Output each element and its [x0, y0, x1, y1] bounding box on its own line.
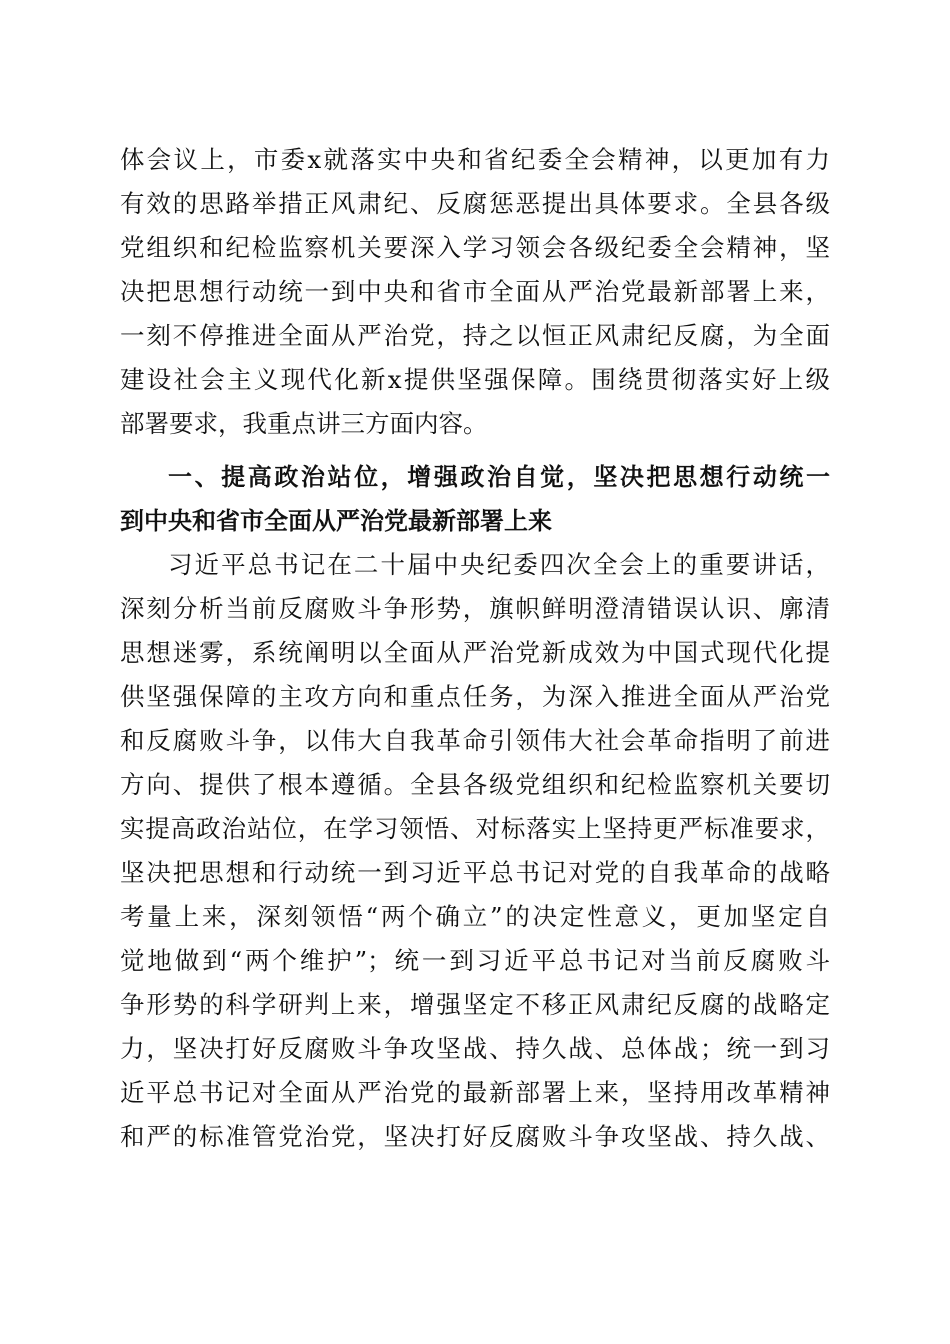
paragraph-line: 坚决把思想和行动统一到习近平总书记对党的自我革命的战略	[120, 858, 830, 887]
paragraph-line: 方向、提供了根本遵循。全县各级党组织和纪检监察机关要切	[120, 770, 830, 799]
paragraph-line: 实提高政治站位，在学习领悟、对标落实上坚持更严标准要求，	[120, 814, 830, 843]
paragraph-line: 思想迷雾，系统阐明以全面从严治党新成效为中国式现代化提	[120, 638, 830, 667]
paragraph-line: 一刻不停推进全面从严治党，持之以恒正风肃纪反腐，为全面	[120, 321, 830, 350]
paragraph-line: 近平总书记对全面从严治党的最新部署上来，坚持用改革精神	[120, 1078, 830, 1107]
paragraph-line: 争形势的科学研判上来，增强坚定不移正风肃纪反腐的战略定	[120, 990, 830, 1019]
paragraph-line: 力，坚决打好反腐败斗争攻坚战、持久战、总体战；统一到习	[120, 1034, 830, 1063]
section-heading-line: 到中央和省市全面从严治党最新部署上来	[120, 507, 552, 535]
paragraph-line: 决把思想行动统一到中央和省市全面从严治党最新部署上来，	[120, 277, 830, 306]
paragraph-line: 觉地做到“两个维护”；统一到习近平总书记对当前反腐败斗	[120, 946, 830, 975]
paragraph-line: 供坚强保障的主攻方向和重点任务，为深入推进全面从严治党	[120, 682, 830, 711]
paragraph-line: 党组织和纪检监察机关要深入学习领会各级纪委全会精神，坚	[120, 233, 830, 262]
paragraph-line: 考量上来，深刻领悟“两个确立”的决定性意义，更加坚定自	[120, 902, 830, 931]
paragraph-line: 深刻分析当前反腐败斗争形势，旗帜鲜明澄清错误认识、廓清	[120, 594, 830, 623]
section-heading-line: 一、提高政治站位，增强政治自觉，坚决把思想行动统一	[168, 463, 830, 491]
paragraph-line: 部署要求，我重点讲三方面内容。	[120, 409, 488, 438]
paragraph-line: 有效的思路举措正风肃纪、反腐惩恶提出具体要求。全县各级	[120, 189, 830, 218]
paragraph-line: 体会议上，市委x就落实中央和省纪委全会精神，以更加有力	[120, 145, 830, 174]
paragraph-line: 习近平总书记在二十届中央纪委四次全会上的重要讲话，	[168, 550, 830, 579]
paragraph-line: 和严的标准管党治党，坚决打好反腐败斗争攻坚战、持久战、	[120, 1122, 830, 1151]
paragraph-line: 和反腐败斗争，以伟大自我革命引领伟大社会革命指明了前进	[120, 726, 830, 755]
paragraph-line: 建设社会主义现代化新x提供坚强保障。围绕贯彻落实好上级	[120, 365, 830, 394]
